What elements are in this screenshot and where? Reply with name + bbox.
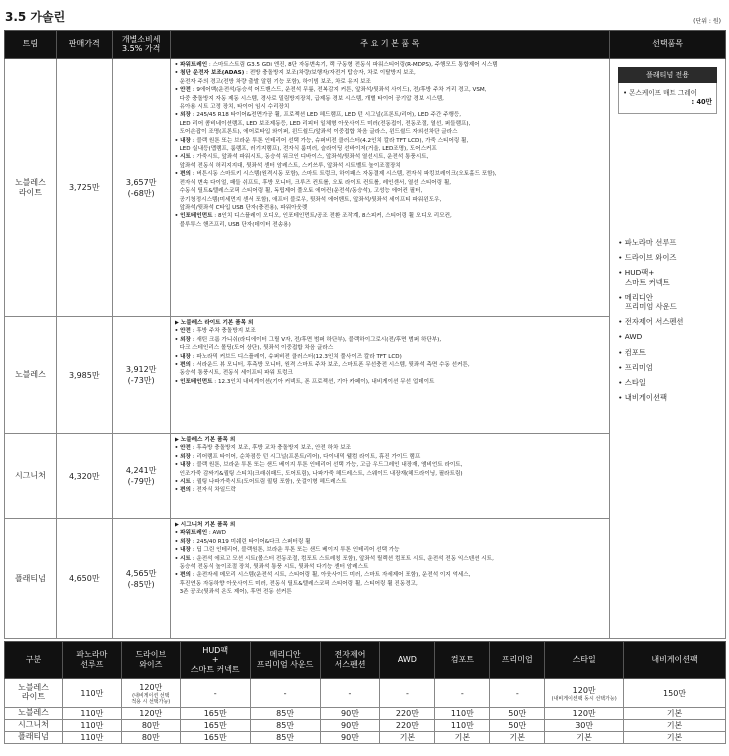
option-price-cell (180, 720, 250, 732)
option-price-cell (545, 732, 624, 744)
option-price-value: - (460, 688, 464, 698)
option-price-value: 50만 (508, 709, 527, 718)
feature-line (175, 436, 606, 444)
individual-price-diff: (-68만) (127, 188, 155, 198)
feature-line (175, 580, 606, 588)
option-price-cell (250, 708, 320, 720)
option-price-cell (250, 679, 320, 708)
option-row-trim: 노블레스 라이트 (5, 679, 63, 708)
option-column-header: 전자제어 서스펜션 (320, 642, 380, 679)
individual-price-value: 3,912만 (125, 365, 157, 374)
option-table-header (5, 642, 726, 679)
feature-category: • 시트 (174, 479, 191, 486)
option-price-value: 220만 (395, 709, 419, 718)
feature-line (175, 563, 606, 571)
option-price-value: 85만 (276, 733, 295, 742)
option-row-trim: 플래티넘 (5, 732, 63, 744)
option-price-value: 110만 (80, 709, 104, 718)
feature-category: • 인포테인먼트 (174, 213, 213, 220)
option-column-header: HUD팩 + 스마트 커넥트 (180, 642, 250, 679)
feature-text: 수동식 틸트&텔레스코픽 스티어링 휠, 독립제어 풀오토 에어컨(운전석/동승석), 고성능 에어컨 필터, (179, 188, 423, 195)
option-price-value: - (515, 688, 519, 698)
section-title: 3.5 가솔린 (5, 10, 66, 24)
option-column-header: 스타일 (545, 642, 624, 679)
feature-category: • 내장 (174, 547, 191, 554)
option-price-value: 150만 (663, 688, 687, 698)
feature-line (175, 327, 606, 335)
price-table-header (5, 31, 726, 59)
feature-line (175, 69, 606, 77)
option-item: • 드라이브 와이즈 (618, 253, 677, 263)
feature-list (170, 519, 610, 639)
feature-category: • 외장 (174, 112, 191, 119)
trim-name: 노블레스 (5, 317, 57, 434)
option-price-cell (435, 708, 490, 720)
feature-text: 블루투스 핸즈프리, USB 단자(데이터 전송용) (179, 221, 291, 228)
feature-line (175, 187, 606, 195)
exclusive-badge: 플래티넘 전용 (618, 67, 717, 83)
feature-text: : 12.3인치 내비게이션(기아 커넥트, 폰 프로젝션, 기아 카페이), 내비게이션 무선 업데이트 (212, 378, 435, 385)
header-price: 판매가격 (56, 31, 112, 59)
option-price-value: - (283, 688, 287, 698)
feature-line (175, 145, 606, 153)
option-price-cell (250, 720, 320, 732)
feature-line (175, 196, 606, 204)
feature-category: • 인포테인먼트 (174, 378, 213, 385)
feature-text: : 딥 그린 인테리어, 블랙원톤, 브라운 투톤 또는 샌드 베이지 투톤 인테리어 선택 가능 (190, 547, 400, 554)
feature-text: : 운전자세 메모리 시스템(운전석 시트, 스티어링 휠, 아웃사이드 미러, 스마트 자세제어 포함), 운전석 이지 억세스, (190, 572, 471, 579)
individual-price-value: 4,241만 (125, 466, 157, 475)
feature-line (175, 336, 606, 344)
option-price-cell (380, 732, 435, 744)
feature-line (175, 486, 606, 494)
option-price-cell (490, 679, 545, 708)
feature-category: • 첨단 운전자 보조(ADAS) (174, 70, 245, 77)
option-price-value: 기본 (576, 733, 592, 742)
feature-line (175, 344, 606, 352)
option-price-cell (121, 708, 180, 720)
feature-text: : 245/45 R18 타이어&전면가공 휠, 프로젝션 LED 헤드램프, LED 턴 시그널(프론트/리어), LED 주간 주행등, (190, 112, 462, 119)
feature-text: 다중 충돌방지 자동 제동 시스템, 경사로 밀림방지장치, 급제동 경보 시스템, 개별 타이어 공기압 경보 시스템, (179, 95, 444, 102)
options-panel (610, 59, 726, 639)
feature-line (175, 212, 606, 220)
feature-category: • 시트 (174, 154, 191, 161)
feature-text: : 블랙 원톤 또는 브라운 투톤 인테리어 선택 가능, 슈퍼비전 클러스터(4.2인치 칼라 TFT LCD), 가죽 스티어링 휠, (190, 137, 469, 144)
option-price-cell (545, 708, 624, 720)
option-price-cell (180, 679, 250, 708)
feature-text: 앞좌석/뒷좌석 C타입 USB 단자(충전용), 파워아웃렛 (179, 204, 308, 211)
feature-text: 앞좌석 전동식 허리지지대, 뒷좌석 센터 암레스트, 스키쓰루, 앞좌석 시트벨트 높이조절장치 (179, 162, 401, 169)
feature-text: : 8인치 디스플레이 오디오, 인포테인먼트/공조 전환 조작계, 8스피커, 스티어링 휠 오디오 리모컨, (212, 213, 452, 220)
option-price-value: 90만 (341, 709, 359, 718)
option-price-cell (545, 679, 624, 708)
option-price-cell (62, 732, 121, 744)
option-price-value: 120만 (139, 709, 163, 718)
option-price-cell (320, 708, 380, 720)
price-table (4, 30, 726, 639)
feature-text: : 리어램프 타이어, 순차점등 턴 시그널(프론트/리어), 다이내믹 웰컴 라이트, 휴진 가이드 램프 (190, 453, 421, 460)
feature-text: : 파노라믹 커브드 디스플레이, 슈퍼비전 클러스터(12.3인치 풀사이즈 칼라 TFT LCD) (190, 353, 402, 360)
feature-text: LED 리어 콤비네이션램프, LED 보조제동등, LED 리피터 일체형 아웃사이드 미러(전동접이, 전동조절, 열선, 퍼들램프), (179, 120, 471, 127)
option-price-cell (320, 720, 380, 732)
feature-text: : 9에어백(운전석/동승석 어드밴스드, 운전석 무릎, 전복감지 커튼, 앞좌석/뒷좌석 사이드), 전/후방 주차 거리 경고, VSM, (190, 87, 487, 94)
feature-text: 동승석 전동식 높이조절 장치, 뒷좌석 통풍 시트, 뒷좌석 다기능 센터 암레스트 (179, 564, 369, 571)
feature-category: • 안전 (174, 445, 191, 452)
feature-category: • 편의 (174, 362, 191, 369)
option-item: • 컴포트 (618, 347, 646, 357)
option-price-value: 90만 (341, 721, 359, 730)
package-price: : 40만 (691, 98, 712, 106)
feature-line (175, 470, 606, 478)
feature-line (175, 61, 606, 69)
feature-line (175, 361, 606, 369)
feature-text: : 245/40 R19 미쉐린 타이어&다크 스퍼터링 휠 (190, 538, 311, 545)
feature-text: : 버튼시동 스마트키 시스템(원격시동 포함), 스마트 트렁크, 하이패스 자동결제 시스템, 전자식 파킹브레이크(오토홀드 포함), (190, 171, 497, 178)
feature-line (175, 162, 606, 170)
option-row-trim: 시그니처 (5, 720, 63, 732)
trim-row (5, 59, 726, 317)
feature-line (175, 204, 606, 212)
header-features: 주 요 기 본 품 목 (170, 31, 610, 59)
option-price-value: 기본 (666, 733, 683, 742)
option-price-cell (435, 732, 490, 744)
individual-tax-price (112, 434, 170, 519)
feature-line (175, 120, 606, 128)
unit-label: (단위 : 원) (693, 18, 721, 25)
feature-text: : 가죽시트, 앞좌석 파워시트, 동승석 워크인 디바이스, 앞좌석/뒷좌석 열선시트, 운전석 통풍시트, (190, 154, 429, 161)
feature-line (175, 461, 606, 469)
option-column-header: 구분 (5, 642, 63, 679)
feature-text: : 퀼팅 나파가죽시트(도어트림 퀼팅 포함), 웃걸이형 헤드레스트 (190, 479, 347, 486)
option-price-cell (545, 720, 624, 732)
option-price-cell (380, 708, 435, 720)
individual-price-diff: (-79만) (127, 477, 155, 486)
feature-line (175, 353, 606, 361)
option-price-value: 80만 (141, 721, 160, 730)
option-price-cell (180, 732, 250, 744)
feature-category: • 외장 (174, 453, 191, 460)
trim-name: 플래티넘 (5, 519, 57, 639)
option-item: • 프리미엄 (618, 362, 653, 372)
feature-category: • 시트 (174, 555, 191, 562)
feature-category: • 파워트레인 (174, 62, 208, 68)
option-price-cell (490, 708, 545, 720)
feature-line (175, 128, 606, 136)
feature-text: 도어손잡이 조명(프론트), 에어로타입 와이퍼, 윈드쉴드/앞좌석 이중접합 차음 글라스, 윈드쉴드 자외선차단 글라스 (179, 129, 458, 136)
option-price-value: 110만 (80, 721, 104, 730)
feature-category: • 편의 (174, 572, 191, 579)
feature-text: 다크 스테인리스 몰딩(도어 상단), 뒷좌석 이중접합 차음 글라스 (179, 345, 334, 352)
option-price-cell (380, 720, 435, 732)
feature-text: : 후방 주차 충돌방지 보조 (190, 328, 256, 335)
option-price-row (5, 732, 726, 744)
feature-text: : 후측방 충돌방지 보조, 후방 교차 충돌방지 보조, 안전 하차 보조 (190, 445, 351, 452)
exclusive-package (618, 83, 717, 114)
feature-list (170, 59, 610, 317)
option-price-cell (624, 708, 726, 720)
feature-text: : 전방 충돌방지 보조(차량/보행자/자전거 탑승자, 차로 이탈방지 보조, (244, 70, 416, 77)
sale-price: 4,320만 (56, 434, 112, 519)
feature-text: 인조가죽 감싸기&퀼팅 스티치(크래쉬패드, 도어트림), 나파가죽 헤드레스트, 스웨이드 내장재(헤드라이닝, 필라트림) (179, 470, 463, 477)
feature-text: : AWD (207, 530, 226, 537)
option-price-cell (624, 720, 726, 732)
option-price-row (5, 708, 726, 720)
option-column-header: 프리미엄 (490, 642, 545, 679)
option-price-value: 50만 (508, 721, 527, 730)
sale-price: 3,985만 (56, 317, 112, 434)
feature-category: • 외장 (174, 336, 191, 343)
feature-category: • 편의 (174, 487, 191, 494)
option-price-value: 30만 (575, 721, 594, 730)
option-item: • 스타일 (618, 377, 646, 387)
option-price-cell (320, 679, 380, 708)
feature-line (175, 170, 606, 178)
option-price-cell (320, 732, 380, 744)
option-price-value: - (405, 688, 409, 698)
sale-price: 3,725만 (56, 59, 112, 317)
feature-line (175, 588, 606, 596)
option-price-value: 220만 (395, 721, 419, 730)
option-column-header: 내비게이션팩 (624, 642, 726, 679)
sale-price: 4,650만 (56, 519, 112, 639)
feature-text: 동승석 통풍시트, 전동식 세이프티 파워 트렁크 (179, 370, 293, 377)
option-price-value: 80만 (141, 733, 160, 742)
feature-line (175, 111, 606, 119)
feature-text: : 새틴 크롬 가니쉬(라디에이터 그릴 V자, 전/후면 범퍼 하단부), 블랙하이그로시(전/후면 범퍼 하단부), (190, 336, 442, 343)
feature-line (175, 369, 606, 377)
option-price-cell (435, 679, 490, 708)
option-price-value: 기본 (454, 733, 471, 742)
feature-line (175, 521, 606, 529)
individual-price-diff: (-85만) (127, 579, 155, 589)
option-price-value: 120만 (572, 685, 596, 695)
feature-text: : 스마트스트림 G3.5 GDi 엔진, 8단 자동변속기, 랙 구동형 전동식 파워스티어링(R-MDPS), 주행모드 통합제어 시스템 (207, 62, 498, 68)
option-price-value: - (213, 688, 217, 698)
option-price-value: 기본 (666, 721, 683, 730)
option-price-row (5, 679, 726, 708)
feature-line (175, 179, 606, 187)
feature-category: • 편의 (174, 171, 191, 178)
option-price-table (4, 641, 726, 744)
feature-category: ▶ 시그니처 기본 품목 외 (174, 522, 236, 528)
option-column-header: 메리디안 프리미엄 사운드 (250, 642, 320, 679)
individual-price-value: 4,565만 (125, 568, 157, 578)
option-price-cell (62, 679, 121, 708)
feature-text: : 운전석 에르고 모션 시트(볼스터 전동조절, 컴포트 스트레칭 포함), 앞좌석 릴렉션 컴포트 시트, 운전석 전동 익스텐션 시트, (190, 555, 494, 562)
option-item: • AWD (618, 332, 643, 342)
option-price-value: 120만 (572, 709, 596, 718)
feature-line (175, 571, 606, 579)
option-price-cell (62, 720, 121, 732)
feature-line (175, 546, 606, 554)
feature-text: : 전자식 차일드락 (190, 487, 236, 494)
feature-category: • 파워트레인 (174, 530, 208, 537)
feature-line (175, 529, 606, 537)
individual-tax-price (112, 519, 170, 639)
option-price-cell (490, 720, 545, 732)
feature-text: : 블랙 원톤, 브라운 투톤 또는 샌드 베이지 투톤 인테리어 선택 가능, 고급 우드그레인 내장재, 앰비언트 라이트, (190, 462, 463, 469)
feature-category: ▶ 노블레스 라이트 기본 품목 외 (174, 320, 254, 326)
option-price-value: 90만 (341, 733, 359, 742)
option-price-value: 110만 (80, 733, 104, 742)
feature-text: 운전자 주의 경고(전방 차량 출발 알림 기능 포함), 하이빔 보조, 차로 유지 보조 (179, 78, 371, 85)
option-price-cell (180, 708, 250, 720)
option-price-cell (380, 679, 435, 708)
option-price-cell (435, 720, 490, 732)
option-price-cell (490, 732, 545, 744)
feature-line (175, 153, 606, 161)
feature-category: • 외장 (174, 538, 191, 545)
option-price-value: 기본 (509, 733, 525, 742)
individual-tax-price (112, 317, 170, 434)
feature-line (175, 538, 606, 546)
feature-line (175, 444, 606, 452)
option-price-cell (121, 720, 180, 732)
feature-line (175, 555, 606, 563)
header-individual-tax-price: 개별소비세 3.5% 가격 (112, 31, 170, 59)
option-price-cell (250, 732, 320, 744)
option-price-value: 110만 (450, 721, 474, 730)
header-options: 선택품목 (610, 31, 726, 59)
feature-list (170, 434, 610, 519)
feature-text: : 서라운드 뷰 모니터, 후측방 모니터, 원격 스마트 주차 보조, 스마트폰 무선충전 시스템, 뒷좌석 측면 수동 선커튼, (190, 362, 470, 369)
feature-list (170, 317, 610, 434)
option-item: • 전자제어 서스펜션 (618, 317, 684, 327)
trim-name: 노블레스 라이트 (5, 59, 57, 317)
option-price-value: 기본 (666, 709, 683, 718)
option-item: • 파노라마 선루프 (618, 238, 677, 247)
individual-price-value: 3,657만 (125, 177, 157, 187)
feature-line (175, 103, 606, 111)
option-column-header: 드라이브 와이즈 (121, 642, 180, 679)
feature-line (175, 78, 606, 86)
feature-category: • 안전 (174, 328, 191, 335)
option-item: • HUD팩+ 스마트 커넥트 (618, 268, 670, 287)
option-list (618, 238, 725, 402)
trim-name: 시그니처 (5, 434, 57, 519)
option-price-note: (내비게이션 선택 적용 시 선택가능) (131, 692, 171, 705)
feature-category: • 내장 (174, 353, 191, 360)
feature-line (175, 453, 606, 461)
option-column-header: 컴포트 (435, 642, 490, 679)
option-price-value: 85만 (276, 721, 295, 730)
option-price-value: 165만 (203, 721, 227, 730)
option-row-trim: 노블레스 (5, 708, 63, 720)
feature-line (175, 137, 606, 145)
feature-category: • 안전 (174, 87, 191, 94)
option-price-value: 110만 (450, 709, 474, 718)
feature-line (175, 478, 606, 486)
option-column-header: 파노라마 선루프 (62, 642, 121, 679)
feature-line (175, 86, 606, 94)
feature-text: 유아용 시트 고정 장치, 타이어 임시 수리장치 (179, 104, 290, 111)
option-item: • 메리디안 프리미엄 사운드 (618, 292, 677, 312)
option-price-value: 기본 (399, 733, 416, 742)
individual-price-diff: (-73만) (127, 376, 155, 385)
option-column-header: AWD (380, 642, 435, 679)
option-price-value: 165만 (203, 733, 227, 742)
feature-text: 후진연동 자동하향 아웃사이드 미러, 전동식 틸트&텔레스코픽 스티어링 휠, 스티어링 휠 진동경고, (179, 580, 418, 587)
feature-category: ▶ 노블레스 기본 품목 외 (174, 437, 236, 443)
feature-category: • 내장 (174, 137, 191, 144)
option-price-cell (121, 732, 180, 744)
option-price-value: 110만 (80, 688, 104, 698)
feature-text: 전자식 변속 다이얼, 패들 쉬프트, 후방 모니터, 크루즈 컨트롤, 오토 라이트 컨트롤, 레인센서, 열선 스티어링 휠, (179, 179, 452, 186)
feature-category: • 내장 (174, 462, 191, 469)
header-trim: 트림 (5, 31, 57, 59)
feature-text: 공기청정시스템(미세먼지 센서 포함), 애프터 블로우, 뒷좌석 에어벤트, 앞좌석/뒷좌석 세이프티 파워윈도우, (179, 196, 442, 203)
feature-line (175, 221, 606, 229)
option-item: • 내비게이션팩 (618, 392, 668, 402)
option-price-note: (내비게이션팩 동시 선택가능) (551, 695, 617, 702)
option-price-value: - (348, 688, 352, 698)
individual-tax-price (112, 59, 170, 317)
feature-text: LED 실내등(맵램프, 룸램프, 러기지램프), 전자식 룸미러, 슬라이딩 선바이저(거울, LED조명), 도어스커프 (179, 146, 437, 153)
option-price-cell (624, 732, 726, 744)
option-price-value: 85만 (276, 709, 295, 718)
option-price-cell (624, 679, 726, 708)
option-price-value: 165만 (203, 709, 227, 718)
option-price-value: 120만 (139, 682, 163, 692)
package-name: • 몬스케이프 매트 그레이 (623, 89, 698, 97)
feature-line (175, 378, 606, 386)
feature-text: 3존 공조(뒷좌석 온도 제어), 후면 전동 선커튼 (179, 589, 292, 596)
option-price-cell (121, 679, 180, 708)
option-price-row (5, 720, 726, 732)
feature-line (175, 95, 606, 103)
option-price-cell (62, 708, 121, 720)
feature-line (175, 319, 606, 327)
